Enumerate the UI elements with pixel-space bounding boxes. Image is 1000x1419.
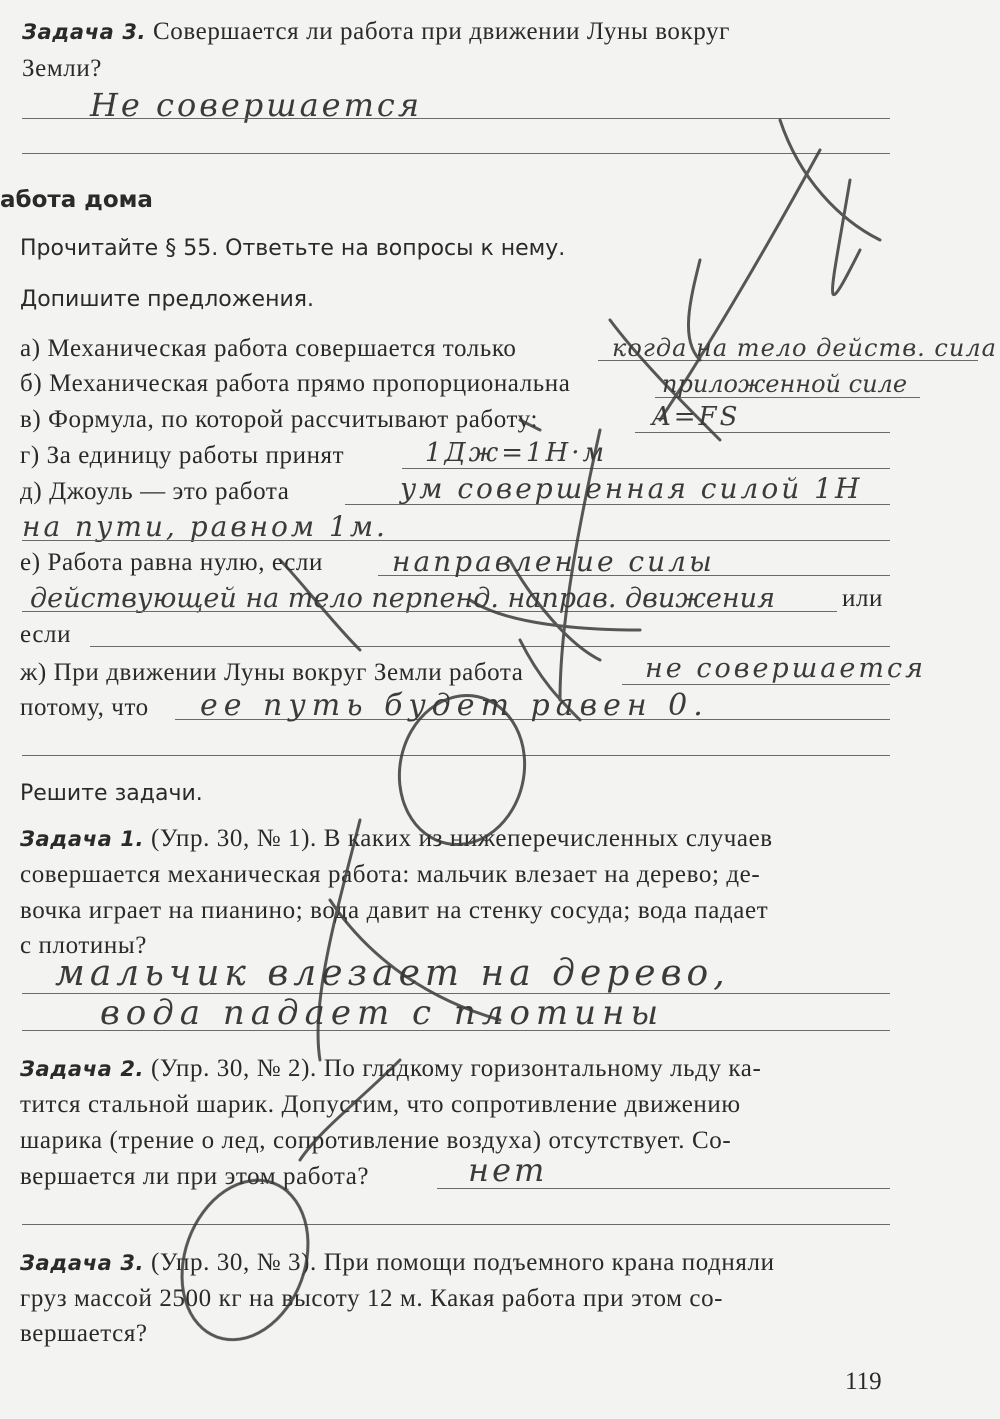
sentence-zh-because: потому, что [20, 694, 149, 721]
task1-label: Задача 1. [20, 827, 145, 851]
sentence-b: б) Механическая работа прямо пропорциональна [20, 370, 571, 397]
sentence-a: а) Механическая работа совершается только [20, 335, 517, 362]
answer-line [22, 540, 890, 541]
instruction-complete: Допишите предложения. [20, 287, 314, 312]
task2-text1: (Упр. 30, № 2). По гладкому горизонтальному льду ка- [150, 1055, 762, 1082]
sentence-g: г) За единицу работы принят [20, 442, 345, 469]
answer-g: 1Дж=1Н·м [425, 438, 608, 468]
task3-line3: вершается? [20, 1320, 148, 1347]
task3-line1 [20, 1249, 775, 1277]
scribble-stroke [780, 120, 880, 240]
page-number: 119 [845, 1368, 882, 1395]
sentence-d: д) Джоуль — это работа [20, 478, 290, 505]
task3-top-line2: Земли? [22, 55, 102, 82]
task3-top-line1: Совершается ли работа при движении Луны вокруг [152, 18, 730, 45]
answer-line [22, 153, 890, 154]
task3-top-label: Задача 3. [22, 20, 147, 44]
sentence-e: е) Работа равна нулю, если [20, 549, 323, 576]
task1-line1 [20, 825, 773, 853]
task1-text1: (Упр. 30, № 1). В каких из нижеперечисленных случаев [150, 825, 773, 852]
answer-b: приложенной силе [662, 370, 908, 398]
task2-line2: тится стальной шарик. Допустим, что сопротивление движению [20, 1091, 741, 1118]
task3-top-question [22, 18, 730, 46]
answer-d-2: на пути, равном 1м. [22, 510, 388, 543]
task1-line4: с плотины? [20, 932, 147, 959]
task1-answer-1: мальчик влезает на дерево, [55, 953, 730, 994]
answer-a: когда на тело действ. сила [612, 334, 997, 362]
scribble-stroke [833, 180, 861, 295]
answer-line [622, 684, 890, 685]
answer-e-2: действующей на тело перпенд. направ. движения [30, 583, 775, 614]
task2-line3: шарика (трение о лед, сопротивление воздуха) отсутствует. Со- [20, 1127, 732, 1154]
answer-e-1: направление силы [392, 545, 715, 578]
sentence-e-or: или [842, 585, 884, 612]
answer-line [22, 1030, 890, 1031]
task1-line3: вочка играет на пианино; вода давит на стенку сосуда; вода падает [20, 897, 769, 924]
answer-line [22, 755, 890, 756]
sentence-zh: ж) При движении Луны вокруг Земли работа [20, 659, 524, 686]
task2-line1 [20, 1055, 761, 1083]
sentence-e-if: если [20, 621, 72, 648]
answer-zh-1: не совершается [645, 653, 926, 684]
answer-line [402, 468, 890, 469]
task3-text1: (Упр. 30, № 3). При помощи подъемного крана подняли [150, 1249, 775, 1276]
answer-line [635, 432, 890, 433]
task1-line2: совершается механическая работа: мальчик влезает на дерево; де- [20, 861, 761, 888]
task2-line4: вершается ли при этом работа? [20, 1163, 370, 1190]
task2-label: Задача 2. [20, 1057, 145, 1081]
sentence-v: в) Формула, по которой рассчитывают работу: [20, 406, 538, 433]
answer-zh-2: ее путь будет равен 0. [200, 688, 709, 723]
answer-d-1: ум совершенная силой 1Н [400, 472, 863, 505]
instruction-solve: Решите задачи. [20, 781, 203, 806]
answer-v: A=FS [652, 402, 741, 432]
task3-top-answer: Не совершается [90, 86, 423, 124]
answer-line [22, 118, 890, 119]
task2-answer: нет [468, 1151, 548, 1189]
answer-line [90, 646, 890, 647]
answer-line [22, 1224, 890, 1225]
task3-label: Задача 3. [20, 1251, 145, 1275]
section-title: абота дома [0, 187, 153, 213]
task3-line2: груз массой 2500 кг на высоту 12 м. Какая работа при этом со- [20, 1285, 724, 1312]
task1-answer-2: вода падает с плотины [100, 993, 665, 1033]
instruction-read: Прочитайте § 55. Ответьте на вопросы к нему. [20, 236, 566, 261]
answer-line [22, 611, 837, 612]
